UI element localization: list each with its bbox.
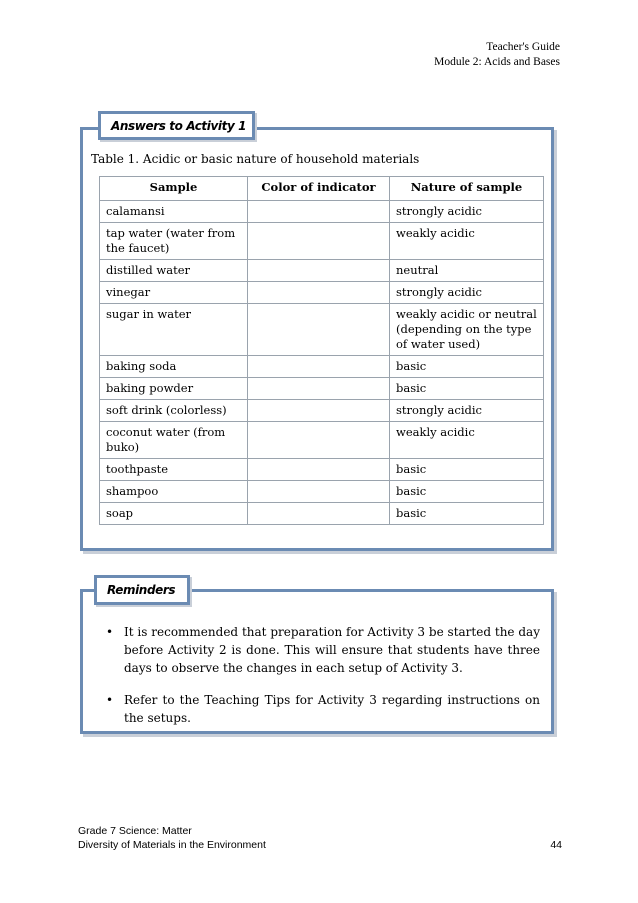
cell-sample: coconut water (from buko) <box>100 422 248 459</box>
column-header-color: Color of indicator <box>248 177 390 201</box>
answers-tab-label: Answers to Activity 1 <box>111 118 247 133</box>
cell-sample: sugar in water <box>100 304 248 356</box>
table-caption: Table 1. Acidic or basic nature of household materials <box>91 152 420 166</box>
cell-color <box>248 422 390 459</box>
cell-color <box>248 459 390 481</box>
page-header <box>434 40 560 70</box>
page-footer <box>78 824 562 852</box>
cell-nature: neutral <box>390 260 544 282</box>
table-row <box>100 201 544 223</box>
cell-color <box>248 304 390 356</box>
header-module-title: Module 2: Acids and Bases <box>434 56 560 68</box>
table-header-row <box>100 177 544 201</box>
table-row <box>100 282 544 304</box>
column-header-nature: Nature of sample <box>390 177 544 201</box>
cell-sample: baking powder <box>100 378 248 400</box>
footer-course: Grade 7 Science: Matter <box>78 825 192 837</box>
cell-nature: basic <box>390 356 544 378</box>
reminder-text: Refer to the Teaching Tips for Activity 3 regarding instructions on the setups. <box>124 693 540 725</box>
cell-color <box>248 223 390 260</box>
cell-nature: strongly acidic <box>390 201 544 223</box>
cell-color <box>248 481 390 503</box>
cell-color <box>248 260 390 282</box>
cell-nature: weakly acidic <box>390 223 544 260</box>
header-guide-title: Teacher's Guide <box>486 41 560 53</box>
table-row <box>100 304 544 356</box>
cell-nature: weakly acidic <box>390 422 544 459</box>
bullet-icon: • <box>106 693 114 707</box>
cell-sample: soap <box>100 503 248 525</box>
table-row <box>100 503 544 525</box>
reminder-item <box>104 623 540 677</box>
table-row <box>100 459 544 481</box>
footer-unit: Diversity of Materials in the Environment <box>78 839 266 851</box>
cell-sample: vinegar <box>100 282 248 304</box>
cell-color <box>248 282 390 304</box>
cell-color <box>248 201 390 223</box>
cell-color <box>248 356 390 378</box>
reminders-tab <box>94 575 190 605</box>
cell-sample: baking soda <box>100 356 248 378</box>
reminder-text: It is recommended that preparation for Activity 3 be started the day before Activity 2 is done. This will ensure that students have three days to observe the changes in each setup of Activity 3. <box>124 625 540 675</box>
cell-color <box>248 503 390 525</box>
cell-nature: basic <box>390 378 544 400</box>
reminder-item <box>104 691 540 727</box>
table-row <box>100 356 544 378</box>
cell-nature: strongly acidic <box>390 400 544 422</box>
cell-color <box>248 400 390 422</box>
answers-tab <box>98 111 255 140</box>
cell-sample: distilled water <box>100 260 248 282</box>
table-row <box>100 422 544 459</box>
cell-sample: soft drink (colorless) <box>100 400 248 422</box>
table-row <box>100 481 544 503</box>
table-row <box>100 260 544 282</box>
table-row <box>100 378 544 400</box>
cell-nature: strongly acidic <box>390 282 544 304</box>
cell-sample: calamansi <box>100 201 248 223</box>
cell-nature: basic <box>390 503 544 525</box>
bullet-icon: • <box>106 625 114 639</box>
materials-table <box>99 176 544 525</box>
page-number: 44 <box>550 839 562 851</box>
cell-nature: weakly acidic or neutral (depending on the type of water used) <box>390 304 544 356</box>
table-row <box>100 400 544 422</box>
table-row <box>100 223 544 260</box>
cell-sample: shampoo <box>100 481 248 503</box>
cell-sample: toothpaste <box>100 459 248 481</box>
reminders-tab-label: Reminders <box>107 583 176 597</box>
cell-color <box>248 378 390 400</box>
cell-nature: basic <box>390 481 544 503</box>
cell-sample: tap water (water from the faucet) <box>100 223 248 260</box>
reminders-list <box>104 623 540 741</box>
column-header-sample: Sample <box>100 177 248 201</box>
cell-nature: basic <box>390 459 544 481</box>
